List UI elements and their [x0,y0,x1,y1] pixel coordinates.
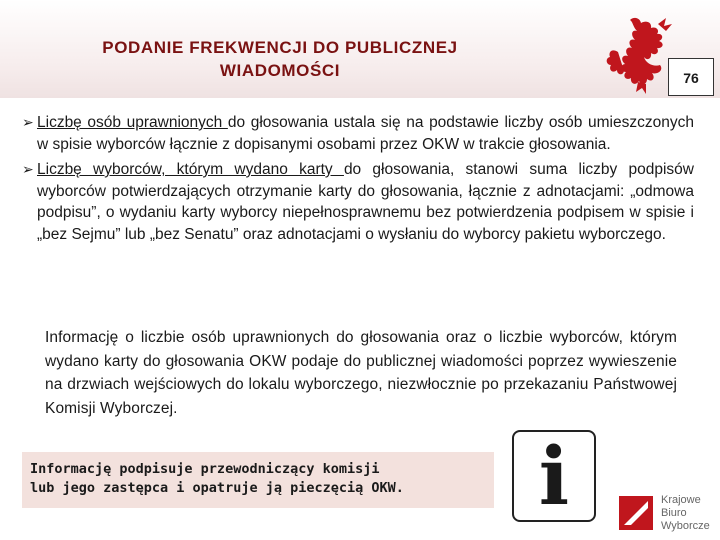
bullet-key-phrase: Liczbę wyborców, którym wydano karty [37,161,344,178]
note-line-1: Informację podpisuje przewodniczący komisji [30,461,380,477]
bullet-text: do głosowania ustala się na podstawie liczby osób umieszczonych w spisie wyborców łącznie z dopisanymi osobami przez OKW w trakcie głosowania. [37,114,694,153]
title-line-1: PODANIE FREKWENCJI DO PUBLICZNEJ [102,38,458,57]
note-line-2: lub jego zastępca i opatruje ją pieczęcią OKW. [30,480,404,496]
kbw-logo-icon [619,496,653,530]
page-title [80,36,480,82]
arrow-bullet-icon: ➢ [22,114,34,130]
bullet-list [22,112,694,249]
bullet-item [22,112,694,155]
bullet-item [22,159,694,245]
page-number-box: 76 [668,58,714,96]
footer-logo-line-1: Krajowe [661,494,701,506]
footer-logo-line-3: Wyborcze [661,520,710,532]
bullet-key-phrase: Liczbę osób uprawnionych [37,114,228,131]
title-line-2: WIADOMOŚCI [219,61,341,80]
info-paragraph: Informację o liczbie osób uprawnionych do głosowania oraz o liczbie wyborców, którym wydano karty do głosowania OKW podaje do publicznej wiadomości poprzez wywieszenie na drzwiach wejściowych do lokalu wyborczego, niezwłocznie po przekazaniu Państwowej Komisji Wyborczej. [45,329,677,417]
arrow-bullet-icon: ➢ [22,161,34,177]
information-icon [512,430,596,522]
footer-logo-line-2: Biuro [661,507,687,519]
note-box [22,452,494,508]
footer-logo [619,494,719,540]
information-glyph: i [538,429,570,523]
bullet-text: do głosowania, stanowi suma liczby podpisów wyborców potwierdzających otrzymanie karty do głosowania, łącznie z adnotacjami: „odmowa podpisu”, o wydaniu karty wyborcy niepełnosprawnemu bez potwierdzenia podpisem w spisie i „bez Sejmu” lub „bez Senatu” oraz adnotacjami o wysłaniu do wyborcy pakietu wyborczego. [37,161,694,243]
footer-logo-text [661,494,710,533]
